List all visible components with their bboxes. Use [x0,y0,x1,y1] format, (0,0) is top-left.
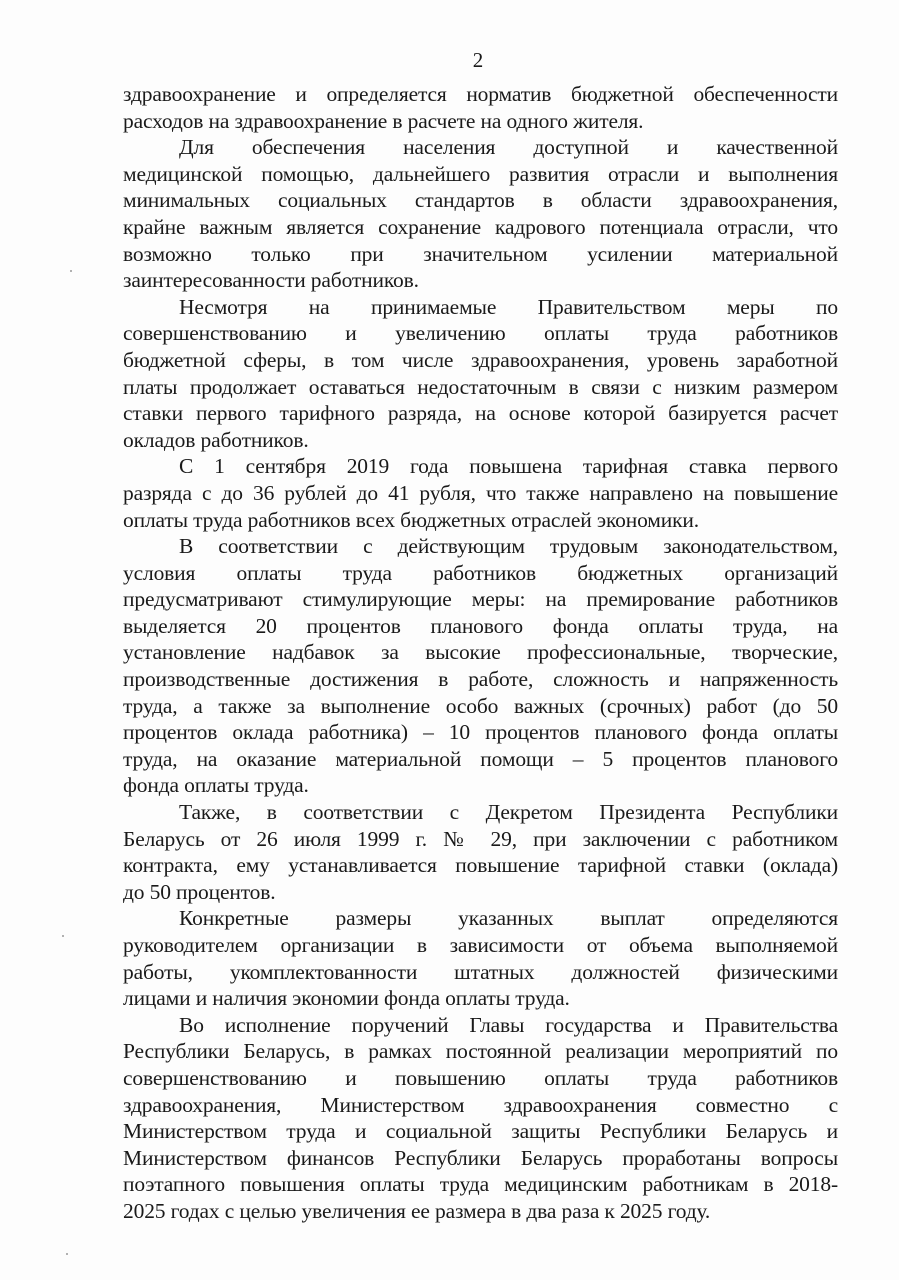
text-line: расходов на здравоохранение в расчете на одного жителя. [123,108,644,133]
text-line: выделяется 20 процентов планового фонда оплаты труда, на [123,613,838,638]
text-line: руководителем организации в зависимости от объема выполняемой [123,933,838,957]
text-line: 2025 годах с целью увеличения ее размера в два раза к 2025 году. [123,1198,711,1223]
text-line: поэтапного повышения оплаты труда медицинским работникам в 2018- [123,1172,838,1197]
text-line: возможно только при значительном усилении материальной [123,241,838,266]
document-body [123,81,838,1225]
paragraph [123,533,838,799]
text-line: Конкретные размеры указанных выплат определяются [179,906,838,931]
text-line: крайне важным является сохранение кадрового потенциала отрасли, что [123,214,838,239]
paragraph [123,453,838,533]
text-line: работы, укомплектованности штатных должностей физическими [123,959,838,984]
text-line: Министерством труда и социальной защиты Республики Беларусь и [123,1119,838,1144]
text-line: Также, в соответствии с Декретом Президента Республики [179,800,838,825]
paragraph [123,905,838,1011]
text-line: лицами и наличия экономии фонда оплаты труда. [123,986,570,1011]
text-line: труда, а также за выполнение особо важных (срочных) работ (до 50 [123,693,838,718]
text-line: Во исполнение поручений Главы государства и Правительства [179,1012,838,1037]
text-line: оплаты труда работников всех бюджетных отраслей экономики. [123,507,699,532]
scan-speck [66,1253,68,1255]
text-line: условия оплаты труда работников бюджетных организаций [123,560,838,585]
text-line: труда, на оказание материальной помощи – 5 процентов планового [123,746,838,771]
paragraph [123,294,838,454]
text-line: совершенствованию и увеличению оплаты труда работников [123,321,838,346]
text-line: установление надбавок за высокие профессиональные, творческие, [123,640,838,665]
text-line: совершенствованию и повышению оплаты труда работников [123,1065,838,1090]
text-line: С 1 сентября 2019 года повышена тарифная ставка первого [179,454,838,479]
text-line: Беларусь от 26 июля 1999 г. № 29, при заключении с работником [123,826,838,851]
text-line: платы продолжает оставаться недостаточным в связи с низким размером [123,374,838,399]
text-line: контракта, ему устанавливается повышение тарифной ставки (оклада) [123,853,838,878]
text-line: окладов работников. [123,427,309,452]
text-line: ставки первого тарифного разряда, на основе которой базируется расчет [123,401,838,426]
text-line: медицинской помощью, дальнейшего развития отрасли и выполнения [123,161,838,186]
paragraph [123,799,838,905]
text-line: В соответствии с действующим трудовым законодательством, [179,534,838,559]
text-line: Республики Беларусь, в рамках постоянной реализации мероприятий по [123,1039,838,1064]
text-line: Несмотря на принимаемые Правительством меры по [179,294,838,319]
paragraph [123,134,838,294]
scan-speck [70,270,72,272]
text-line: разряда с до 36 рублей до 41 рубля, что также направлено на повышение [123,480,838,505]
paragraph [123,81,838,134]
scan-speck [62,935,64,937]
text-line: Министерством финансов Республики Беларусь проработаны вопросы [123,1145,838,1170]
paragraph [123,1012,838,1225]
text-line: Для обеспечения населения доступной и качественной [179,135,838,160]
page-number: 2 [472,48,484,72]
text-line: минимальных социальных стандартов в области здравоохранения, [123,188,838,213]
text-line: заинтересованности работников. [123,268,419,293]
text-line: бюджетной сферы, в том числе здравоохранения, уровень заработной [123,347,838,372]
text-line: предусматривают стимулирующие меры: на премирование работников [123,587,838,612]
text-line: процентов оклада работника) – 10 процентов планового фонда оплаты [123,720,838,745]
text-line: здравоохранения, Министерством здравоохранения совместно с [123,1092,838,1117]
text-line: здравоохранение и определяется норматив бюджетной обеспеченности [123,82,838,106]
text-line: фонда оплаты труда. [123,773,309,798]
text-line: производственные достижения в работе, сложность и напряженность [123,667,838,692]
text-line: до 50 процентов. [123,879,276,904]
